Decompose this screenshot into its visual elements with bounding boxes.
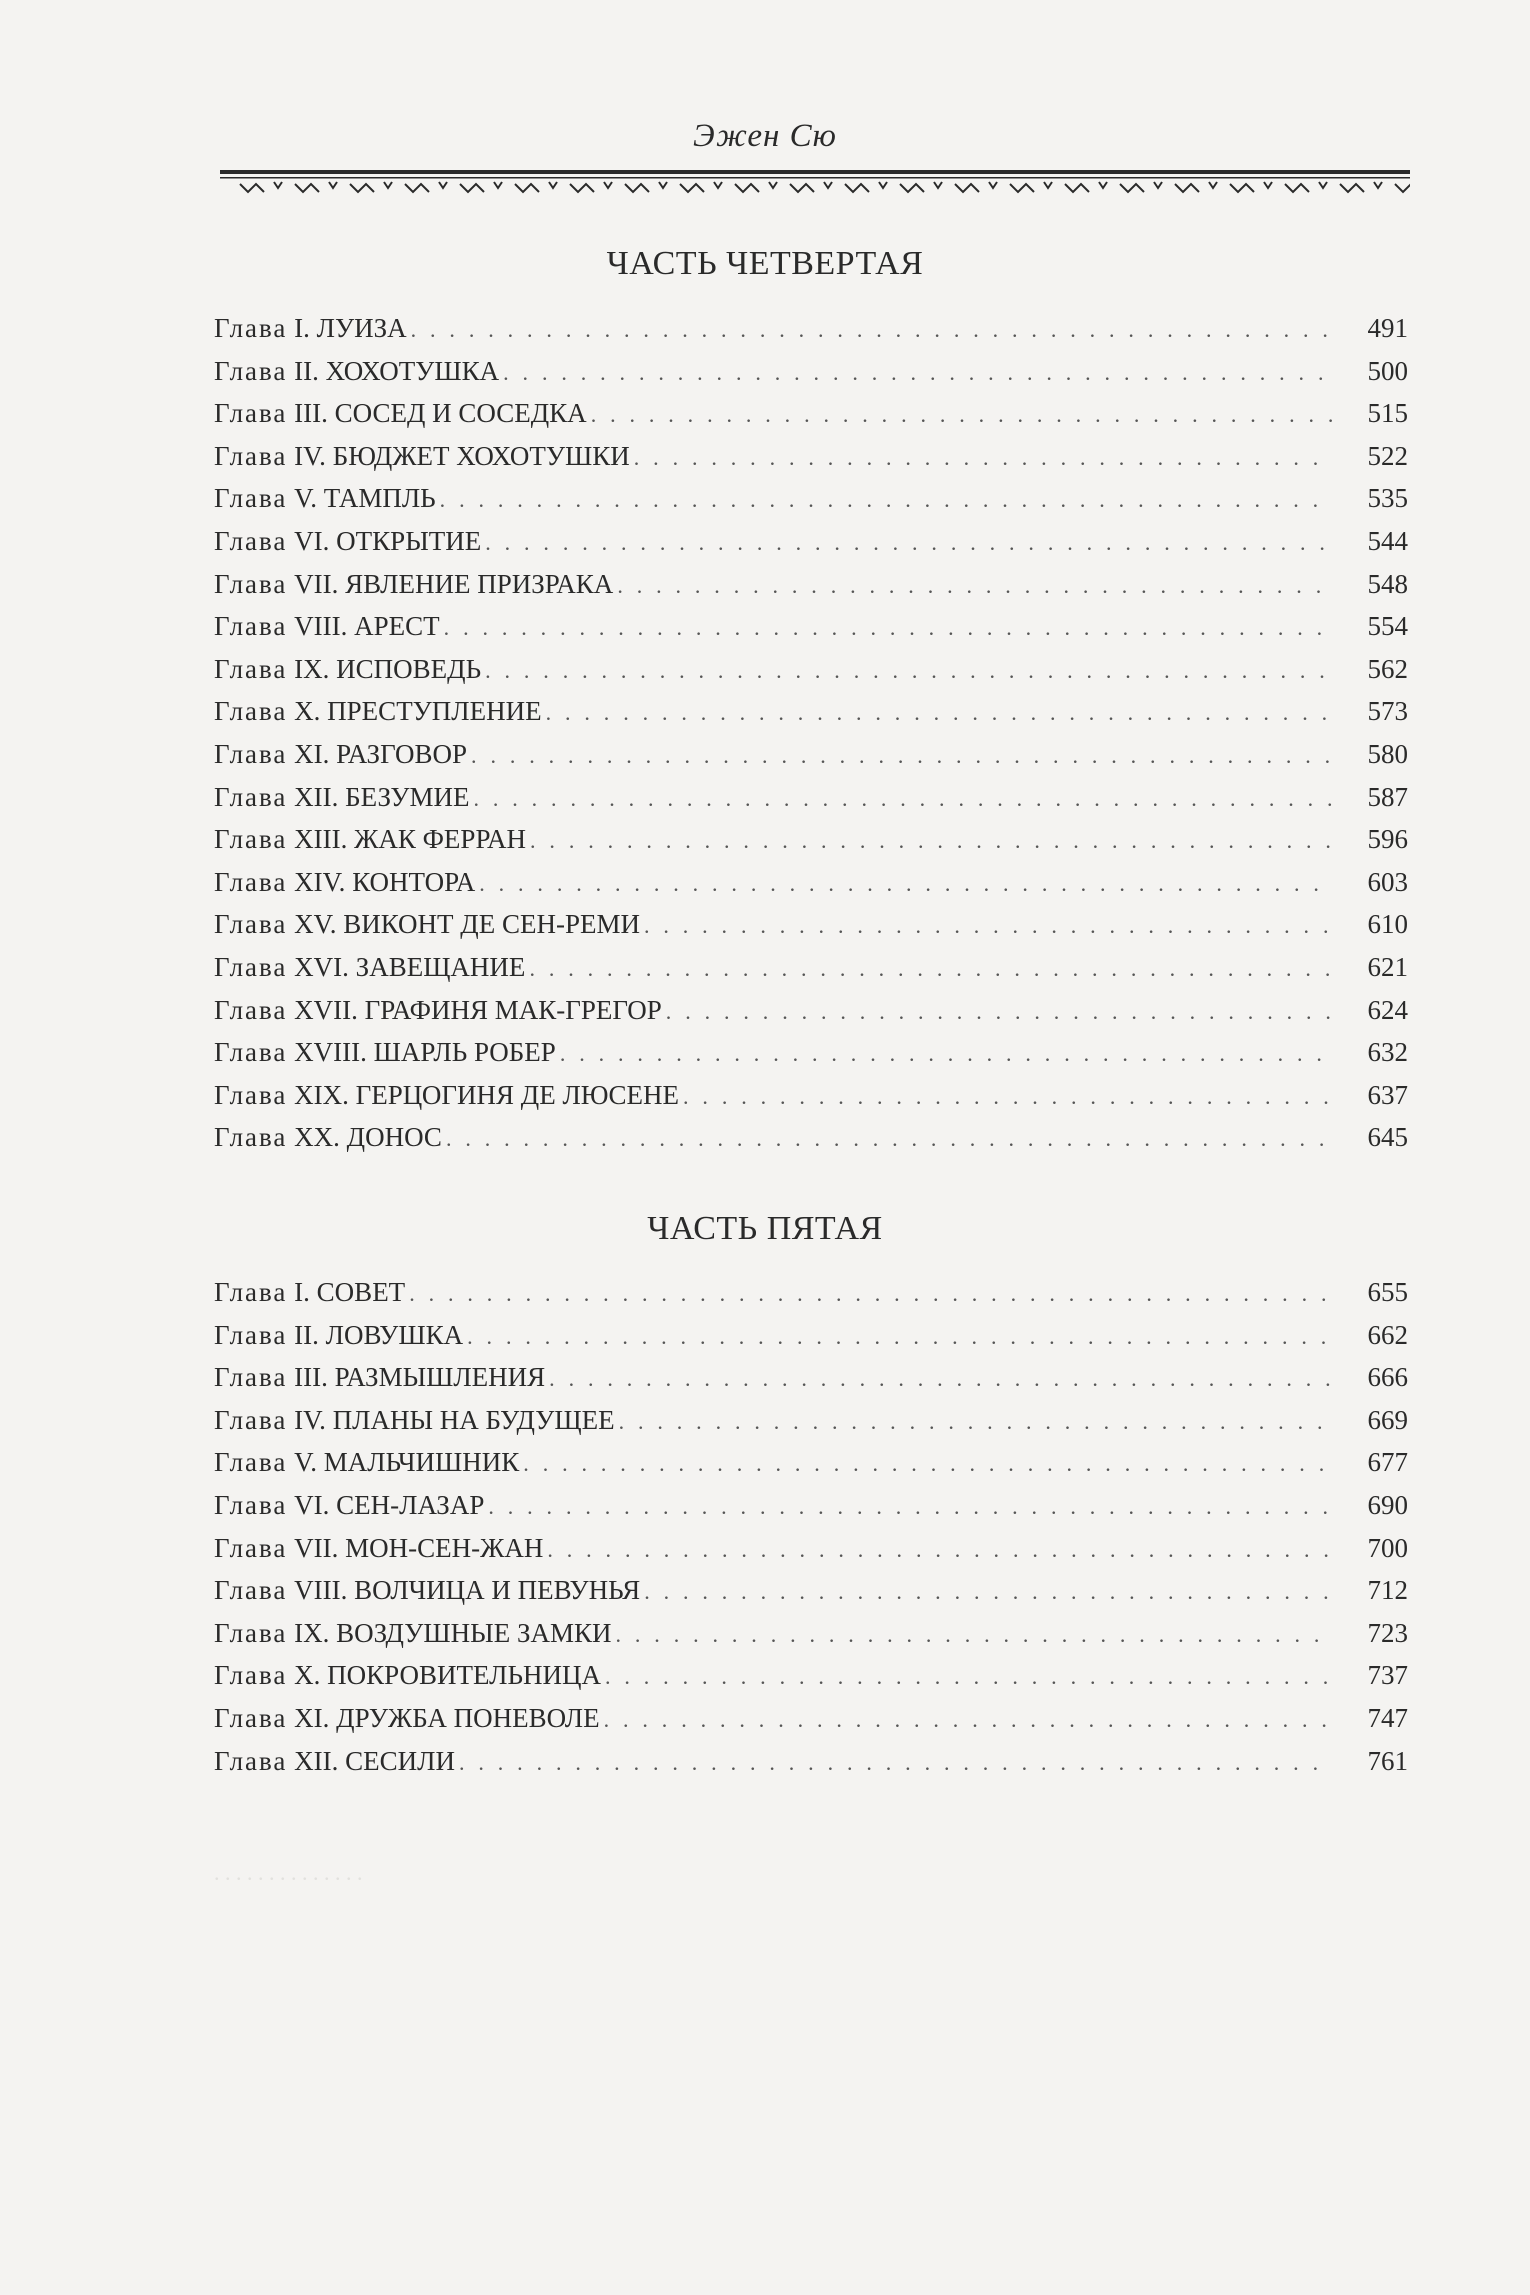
page-number: 610 [1367, 909, 1408, 940]
page-number: 624 [1367, 994, 1408, 1025]
toc-entry [214, 733, 1408, 776]
chapter-title: МОН-СЕН-ЖАН [345, 1532, 544, 1563]
chapter-label [214, 1740, 459, 1783]
toc-entry [214, 1314, 1408, 1357]
chapter-number: XX. [294, 1122, 340, 1153]
leader-dots [644, 905, 1332, 948]
leader-dots [530, 820, 1332, 863]
toc-entry [214, 1740, 1408, 1783]
leader-dots [411, 309, 1332, 352]
chapter-word: Глава [214, 738, 288, 769]
part-four-title: ЧАСТЬ ЧЕТВЕРТАЯ [606, 245, 924, 282]
chapter-label [214, 1527, 547, 1570]
chapter-title: АРЕСТ [354, 611, 440, 642]
chapter-number: VIII. [294, 1575, 348, 1606]
page-number: 603 [1367, 866, 1408, 897]
page-number: 637 [1367, 1079, 1408, 1110]
page-number: 677 [1367, 1447, 1408, 1478]
leader-dots [479, 863, 1332, 906]
toc-entry [214, 903, 1408, 946]
toc-entry [214, 1527, 1408, 1570]
chapter-title: ПОКРОВИТЕЛЬНИЦА [327, 1660, 601, 1691]
chapter-title: СОСЕД И СОСЕДКА [334, 398, 587, 429]
chapter-number: II. [294, 1319, 319, 1350]
toc-entry [214, 1116, 1408, 1159]
chapter-word: Глава [214, 1532, 288, 1563]
leader-dots [546, 692, 1332, 735]
page-number: 491 [1367, 313, 1408, 343]
leader-dots [459, 1742, 1332, 1785]
chapter-label [214, 989, 666, 1032]
chapter-word: Глава [214, 1447, 288, 1478]
page-number: 737 [1367, 1660, 1408, 1691]
chapter-word: Глава [214, 1575, 288, 1606]
chapter-label [214, 477, 440, 520]
toc-entry [214, 1271, 1408, 1314]
chapter-word: Глава [214, 824, 288, 855]
chapter-title: ЛОВУШКА [325, 1319, 464, 1350]
chapter-number: II. [294, 355, 319, 386]
toc-entry [214, 520, 1408, 563]
chapter-number: VIII. [294, 611, 348, 642]
toc-entry [214, 648, 1408, 691]
chapter-word: Глава [214, 1489, 288, 1520]
chapter-number: XVI. [294, 951, 349, 982]
page-number: 645 [1367, 1122, 1408, 1153]
chapter-title: ДРУЖБА ПОНЕВОЛЕ [336, 1702, 600, 1733]
chapter-number: IV. [294, 1404, 326, 1435]
chapter-title: СЕН-ЛАЗАР [336, 1489, 485, 1520]
leader-dots [488, 1486, 1332, 1529]
chapter-word: Глава [214, 1079, 288, 1110]
page-number: 587 [1367, 781, 1408, 812]
toc-entry [214, 563, 1408, 606]
chapter-label [214, 350, 503, 393]
toc-entry [214, 350, 1408, 393]
toc-entry [214, 435, 1408, 478]
page-number: 522 [1367, 440, 1408, 471]
leader-dots [485, 650, 1332, 693]
chapter-word: Глава [214, 440, 288, 471]
leader-dots [666, 991, 1332, 1034]
page-number: 655 [1367, 1277, 1408, 1307]
leader-dots [485, 522, 1332, 565]
chapter-word: Глава [214, 1037, 288, 1068]
chapter-word: Глава [214, 951, 288, 982]
toc-entry [214, 1031, 1408, 1074]
toc-entry [214, 989, 1408, 1032]
page-number: 515 [1367, 398, 1408, 429]
chapter-label [214, 435, 634, 478]
chapter-title: ДОНОС [346, 1122, 442, 1153]
chapter-title: МАЛЬЧИШНИК [323, 1447, 520, 1478]
chapter-label [214, 1116, 446, 1159]
ornament-divider-icon [220, 170, 1410, 198]
page-number: 596 [1367, 824, 1408, 855]
page-number: 544 [1367, 525, 1408, 556]
toc-entry [214, 1654, 1408, 1697]
leader-dots [409, 1273, 1332, 1316]
page-number: 700 [1367, 1532, 1408, 1563]
chapter-word: Глава [214, 398, 288, 429]
chapter-number: IX. [294, 653, 330, 684]
toc-entry [214, 861, 1408, 904]
chapter-label [214, 563, 617, 606]
chapter-word: Глава [214, 611, 288, 642]
chapter-number: XVII. [294, 994, 358, 1025]
chapter-number: VI. [294, 525, 330, 556]
leader-dots [446, 1118, 1332, 1161]
chapter-word: Глава [214, 696, 288, 727]
leader-dots [619, 1401, 1332, 1444]
chapter-title: ПЛАНЫ НА БУДУЩЕЕ [332, 1404, 615, 1435]
toc-entry [214, 477, 1408, 520]
chapter-number: XIV. [294, 866, 346, 897]
chapter-title: ВОЛЧИЦА И ПЕВУНЬЯ [354, 1575, 641, 1606]
chapter-title: ЖАК ФЕРРАН [354, 824, 527, 855]
chapter-label [214, 1031, 560, 1074]
chapter-label [214, 1569, 644, 1612]
chapter-number: X. [294, 696, 321, 727]
chapter-title: ШАРЛЬ РОБЕР [373, 1037, 556, 1068]
part-five-title: ЧАСТЬ ПЯТАЯ [647, 1210, 883, 1247]
page-number: 690 [1367, 1489, 1408, 1520]
chapter-label [214, 946, 529, 989]
chapter-word: Глава [214, 525, 288, 556]
page-number: 712 [1367, 1575, 1408, 1606]
chapter-label [214, 1654, 605, 1697]
chapter-label [214, 1441, 523, 1484]
toc-entry [214, 946, 1408, 989]
chapter-label [214, 1612, 616, 1655]
chapter-number: VII. [294, 1532, 339, 1563]
leader-dots [473, 778, 1332, 821]
chapter-number: XII. [294, 1745, 339, 1776]
chapter-word: Глава [214, 1362, 288, 1393]
leader-dots [444, 607, 1332, 650]
leader-dots [616, 1614, 1333, 1657]
page-number: 666 [1367, 1362, 1408, 1393]
chapter-word: Глава [214, 1277, 288, 1307]
chapter-label [214, 648, 485, 691]
toc-entry [214, 1356, 1408, 1399]
chapter-number: V. [294, 1447, 317, 1478]
chapter-word: Глава [214, 909, 288, 940]
chapter-word: Глава [214, 653, 288, 684]
chapter-title: ХОХОТУШКА [325, 355, 500, 386]
chapter-title: ИСПОВЕДЬ [336, 653, 482, 684]
leader-dots [605, 1656, 1332, 1699]
chapter-word: Глава [214, 1702, 288, 1733]
chapter-word: Глава [214, 568, 288, 599]
chapter-title: ВОЗДУШНЫЕ ЗАМКИ [336, 1617, 612, 1648]
chapter-label [214, 520, 485, 563]
chapter-title: ПРЕСТУПЛЕНИЕ [327, 696, 542, 727]
leader-dots [604, 1699, 1332, 1742]
leader-dots [547, 1529, 1332, 1572]
chapter-word: Глава [214, 781, 288, 812]
toc-entry [214, 776, 1408, 819]
chapter-title: ВИКОНТ ДЕ СЕН-РЕМИ [343, 909, 640, 940]
part-four-contents [214, 307, 1408, 1159]
chapter-number: I. [294, 313, 310, 343]
page-number: 500 [1367, 355, 1408, 386]
chapter-label [214, 605, 444, 648]
leader-dots [529, 948, 1332, 991]
chapter-label [214, 1074, 683, 1117]
chapter-label [214, 392, 591, 435]
leader-dots [549, 1358, 1332, 1401]
chapter-title: ТАМПЛЬ [323, 483, 436, 514]
page-number: 747 [1367, 1702, 1408, 1733]
chapter-word: Глава [214, 1660, 288, 1691]
chapter-label [214, 861, 479, 904]
chapter-number: XVIII. [294, 1037, 367, 1068]
chapter-label [214, 1399, 619, 1442]
page-number: 662 [1367, 1319, 1408, 1350]
chapter-number: III. [294, 1362, 328, 1393]
page-number: 632 [1367, 1037, 1408, 1068]
chapter-title: ЛУИЗА [316, 313, 407, 343]
chapter-label [214, 1356, 549, 1399]
chapter-number: V. [294, 483, 317, 514]
chapter-label [214, 1484, 488, 1527]
chapter-word: Глава [214, 1745, 288, 1776]
chapter-title: БЮДЖЕТ ХОХОТУШКИ [332, 440, 630, 471]
toc-entry [214, 307, 1408, 350]
toc-entry [214, 1569, 1408, 1612]
chapter-word: Глава [214, 355, 288, 386]
chapter-word: Глава [214, 483, 288, 514]
chapter-word: Глава [214, 866, 288, 897]
chapter-word: Глава [214, 1404, 288, 1435]
chapter-label [214, 307, 411, 350]
chapter-label [214, 903, 644, 946]
page-number: 621 [1367, 951, 1408, 982]
chapter-title: ЗАВЕЩАНИЕ [355, 951, 526, 982]
chapter-title: ГРАФИНЯ МАК-ГРЕГОР [364, 994, 662, 1025]
page-number: 573 [1367, 696, 1408, 727]
toc-entry [214, 392, 1408, 435]
page-number: 548 [1367, 568, 1408, 599]
leader-dots [523, 1443, 1332, 1486]
chapter-label [214, 1314, 467, 1357]
chapter-word: Глава [214, 1319, 288, 1350]
page-number: 535 [1367, 483, 1408, 514]
chapter-number: XV. [294, 909, 337, 940]
chapter-title: РАЗГОВОР [336, 738, 468, 769]
chapter-title: ЯВЛЕНИЕ ПРИЗРАКА [345, 568, 614, 599]
chapter-number: XIII. [294, 824, 348, 855]
leader-dots [471, 735, 1332, 778]
page-number: 723 [1367, 1617, 1408, 1648]
chapter-label [214, 776, 473, 819]
chapter-number: I. [294, 1277, 310, 1307]
toc-entry [214, 1399, 1408, 1442]
toc-entry [214, 1441, 1408, 1484]
leader-dots [644, 1571, 1332, 1614]
leader-dots [634, 437, 1332, 480]
leader-dots [560, 1033, 1332, 1076]
chapter-number: XI. [294, 738, 330, 769]
chapter-title: СЕСИЛИ [345, 1745, 455, 1776]
leader-dots [683, 1076, 1332, 1119]
chapter-number: XII. [294, 781, 339, 812]
chapter-label [214, 733, 471, 776]
page-number: 562 [1367, 653, 1408, 684]
chapter-number: X. [294, 1660, 321, 1691]
chapter-title: ОТКРЫТИЕ [336, 525, 482, 556]
chapter-number: XI. [294, 1702, 330, 1733]
chapter-word: Глава [214, 313, 288, 343]
chapter-title: КОНТОРА [352, 866, 476, 897]
leader-dots [503, 352, 1332, 395]
chapter-number: IX. [294, 1617, 330, 1648]
chapter-word: Глава [214, 1122, 288, 1153]
page-number: 669 [1367, 1404, 1408, 1435]
part-five-contents [214, 1271, 1408, 1782]
toc-entry [214, 1697, 1408, 1740]
toc-entry [214, 1484, 1408, 1527]
running-head: Эжен Сю [693, 118, 837, 154]
toc-entry [214, 1074, 1408, 1117]
chapter-label [214, 690, 546, 733]
chapter-word: Глава [214, 994, 288, 1025]
chapter-title: РАЗМЫШЛЕНИЯ [334, 1362, 546, 1393]
chapter-title: ГЕРЦОГИНЯ ДЕ ЛЮСЕНЕ [355, 1079, 680, 1110]
show-through-text: . . . . . . . . . . . . . . [214, 1860, 363, 1885]
page-number: 554 [1367, 611, 1408, 642]
page-number: 761 [1367, 1745, 1408, 1776]
leader-dots [617, 565, 1332, 608]
page-number: 580 [1367, 738, 1408, 769]
toc-entry [214, 605, 1408, 648]
chapter-number: VI. [294, 1489, 330, 1520]
leader-dots [467, 1316, 1332, 1359]
chapter-word: Глава [214, 1617, 288, 1648]
chapter-number: VII. [294, 568, 339, 599]
toc-entry [214, 690, 1408, 733]
toc-entry [214, 1612, 1408, 1655]
leader-dots [591, 394, 1332, 437]
toc-entry [214, 818, 1408, 861]
chapter-number: XIX. [294, 1079, 349, 1110]
chapter-title: СОВЕТ [316, 1277, 406, 1307]
chapter-label [214, 1697, 604, 1740]
chapter-title: БЕЗУМИЕ [345, 781, 470, 812]
chapter-label [214, 1271, 409, 1314]
chapter-number: IV. [294, 440, 326, 471]
chapter-label [214, 818, 530, 861]
leader-dots [440, 479, 1332, 522]
chapter-number: III. [294, 398, 328, 429]
